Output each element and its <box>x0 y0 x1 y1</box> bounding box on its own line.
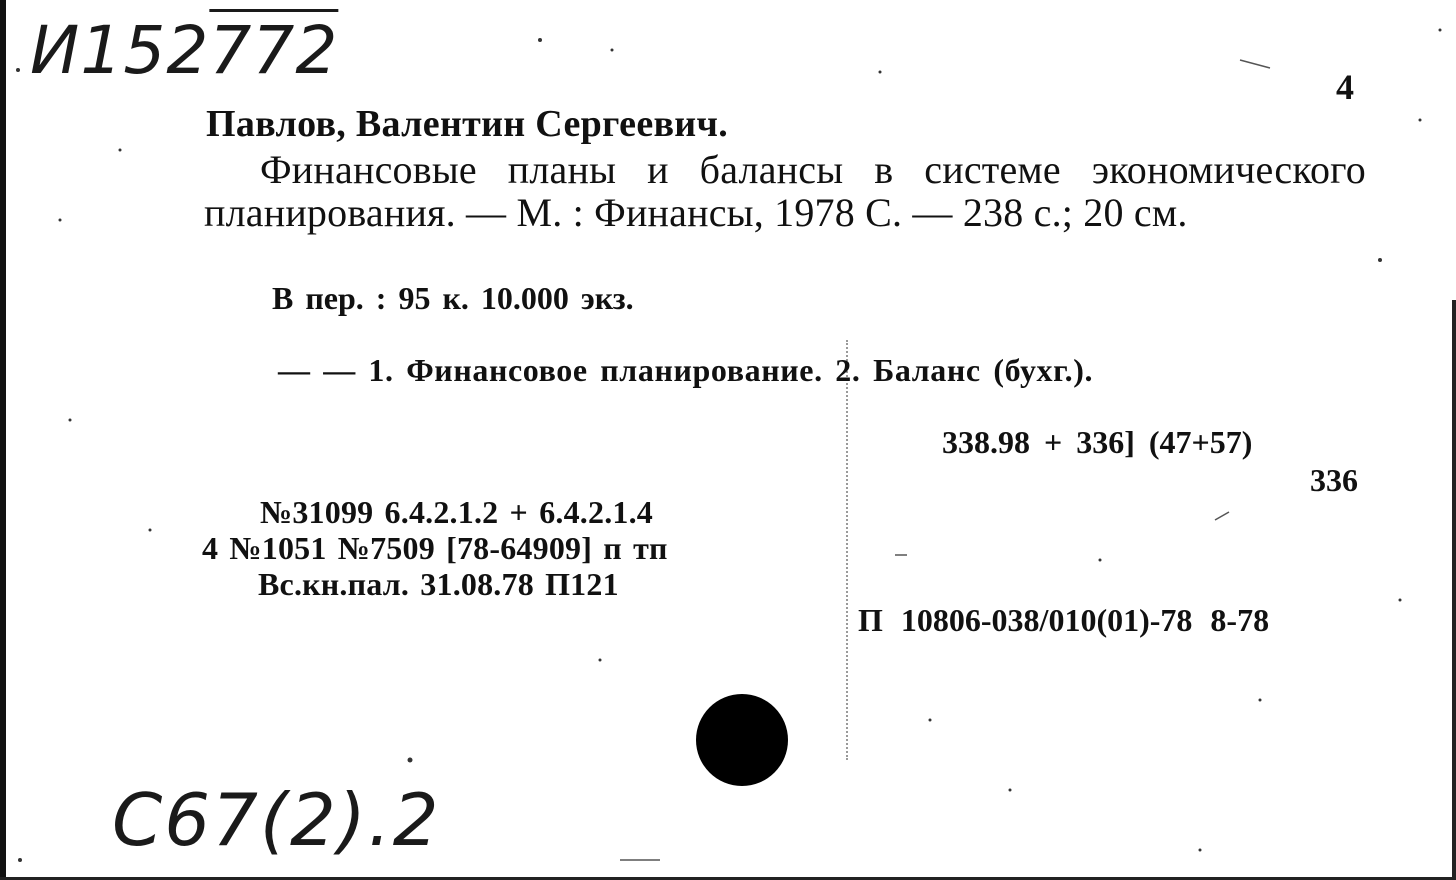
subject-headings: — — 1. Финансовое планирование. 2. Баланс (бухг.). <box>278 352 1094 388</box>
author-heading: Павлов, Валентин Сергеевич. <box>206 103 729 145</box>
info-line: 4 №1051 №7509 [78-64909] п тп <box>202 530 668 566</box>
info-line: Вс.кн.пал. 31.08.78 П121 <box>258 566 619 602</box>
call-number-fraction: 772 <box>209 12 339 89</box>
classification-extra: 336 <box>1310 462 1358 498</box>
price-and-print-run: В пер. : 95 к. 10.000 экз. <box>272 280 634 316</box>
index-code: П 10806-038/010(01)-78 8-78 <box>858 602 1270 638</box>
handwritten-shelf-mark: С67(2).2 <box>112 778 441 862</box>
card-number: 4 <box>1336 67 1354 107</box>
info-line: №31099 6.4.2.1.2 + 6.4.2.1.4 <box>260 494 653 530</box>
handwritten-call-number <box>30 12 338 89</box>
punch-hole <box>696 694 788 786</box>
classification-code: 338.98 + 336] (47+57) <box>942 424 1253 460</box>
call-number-main: И152 <box>30 12 210 89</box>
title-description: Финансовые планы и балансы в системе экономического планирования. — М. : Финансы, 1978 С. — 238 с.; 20 см. <box>204 147 1366 235</box>
